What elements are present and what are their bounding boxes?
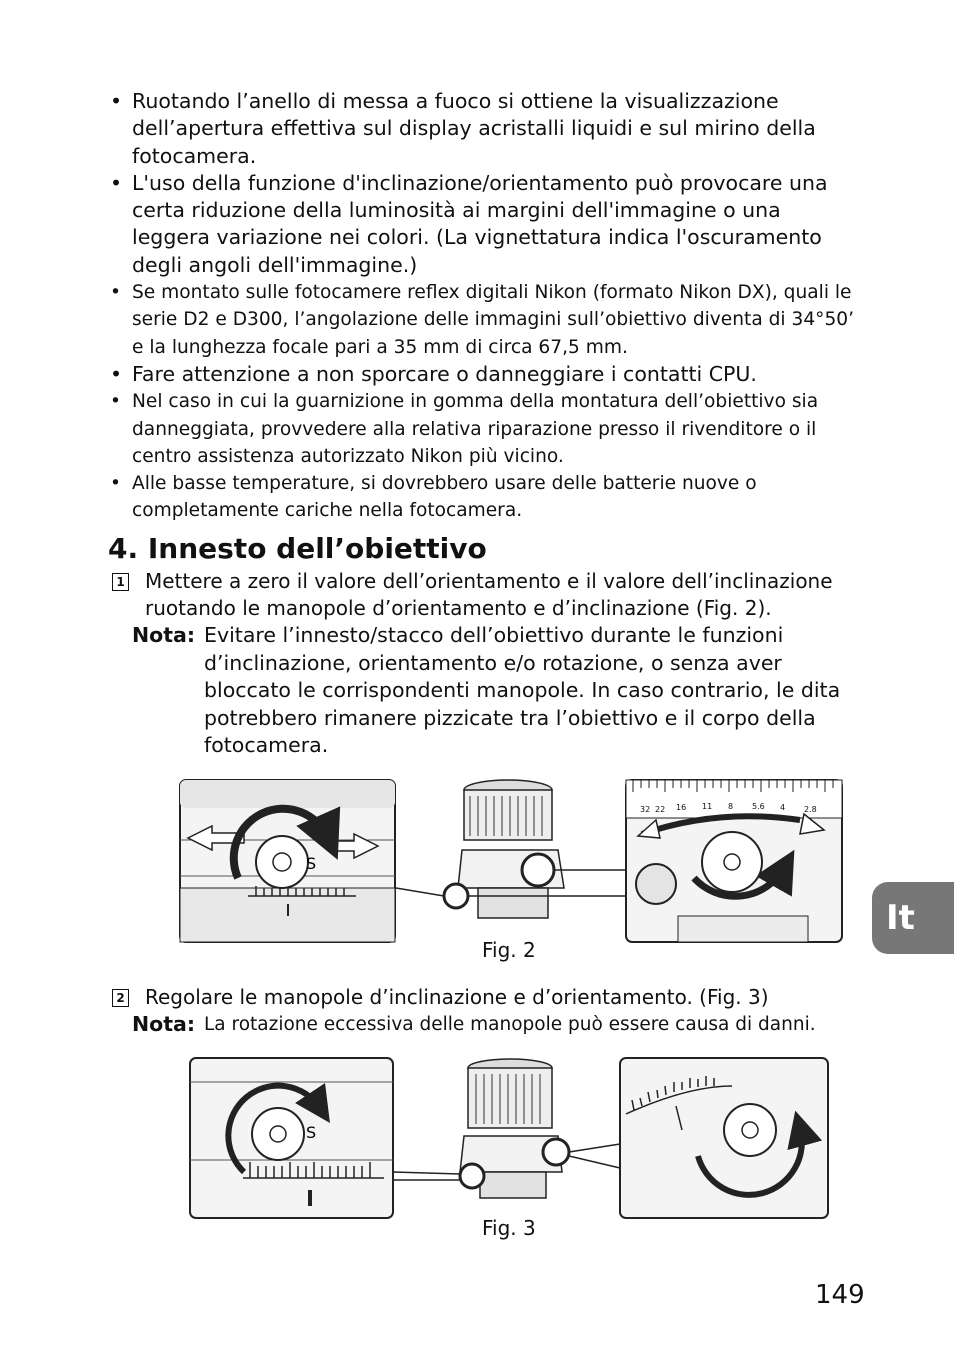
fig-2-caption: Fig. 2 xyxy=(482,938,536,962)
bullet-item: • L'uso della funzione d'inclinazione/orientamento può provocare una certa riduzione della luminosità ai margini dell'immagine o una leggera variazione nei colori. (La vignettatura indica l'oscuramento degli angoli dell'immagine.) xyxy=(108,170,858,279)
note-1 xyxy=(132,622,852,760)
bullet-item: • Ruotando l’anello di messa a fuoco si ottiene la visualizzazione dell’apertura effettiva sul display acristalli liquidi e sul mirino della fotocamera. xyxy=(108,88,858,170)
bullet-list xyxy=(108,88,858,525)
dial-letter: S xyxy=(306,1123,317,1142)
language-tab: It xyxy=(872,882,954,954)
note-label: Nota: xyxy=(132,623,196,647)
fig2-right-panel xyxy=(626,780,842,942)
fig2-left-panel xyxy=(180,780,395,942)
step-2 xyxy=(112,984,852,1011)
scale-value: 11 xyxy=(702,802,713,811)
bullet-item: • Fare attenzione a non sporcare o danneggiare i contatti CPU. xyxy=(108,361,858,388)
bullet-item: • Nel caso in cui la guarnizione in gomma della montatura dell’obiettivo sia danneggiata, provvedere alla relativa riparazione presso il rivenditore o il centro assistenza autorizzato Nikon più vicino. xyxy=(108,388,858,470)
dial-letter: S xyxy=(306,854,317,873)
step-number: 1 xyxy=(112,573,129,591)
scale-value: 8 xyxy=(728,802,734,811)
scale-value: 32 xyxy=(640,805,651,814)
bullet-item: • Se montato sulle fotocamere reflex digitali Nikon (formato Nikon DX), quali le serie D2 e D300, l’angolazione delle immagini sull’obiettivo diventa di 34°50’ e la lunghezza focale pari a 35 mm di circa 67,5 mm. xyxy=(108,279,858,361)
step-number: 2 xyxy=(112,989,129,1007)
fig2-lens xyxy=(396,780,628,918)
scale-value: 4 xyxy=(780,803,786,812)
scale-value: 22 xyxy=(655,805,666,814)
note-text: La rotazione eccessiva delle manopole può essere causa di danni. xyxy=(204,1014,816,1035)
section-title: 4. Innesto dell’obiettivo xyxy=(108,532,487,565)
fig-3-caption: Fig. 3 xyxy=(482,1216,536,1240)
scale-value: 5.6 xyxy=(752,802,765,811)
page-number: 149 xyxy=(815,1280,865,1310)
fig3-lens xyxy=(393,1059,620,1198)
note-text: Evitare l’innesto/stacco dell’obiettivo durante le funzioni d’inclinazione, orientamento e/o rotazione, o senza aver bloccato le corrispondenti manopole. In caso contrario, le dita potrebbero rimanere pizzicate tra l’obiettivo e il corpo della fotocamera. xyxy=(204,623,841,757)
fig-3-illustration xyxy=(188,1056,830,1222)
step-text xyxy=(112,984,852,1011)
fig3-left-panel xyxy=(190,1058,393,1218)
step-text xyxy=(112,568,852,622)
fig-2-illustration xyxy=(178,778,844,946)
figure-reference: Fig. 2 xyxy=(703,596,758,620)
fig3-right-panel xyxy=(620,1058,828,1218)
step-text-b: ) xyxy=(760,985,769,1009)
bullet-item: • Alle basse temperature, si dovrebbero usare delle batterie nuove o completamente cariche nella fotocamera. xyxy=(108,470,858,525)
scale-value: 2.8 xyxy=(804,805,817,814)
scale-value: 16 xyxy=(676,803,687,812)
step-1 xyxy=(112,568,852,622)
step-text-a: Mettere a zero il valore dell’orientamento e il valore dell’inclinazione ruotando le manopole d’orientamento e d’inclinazione ( xyxy=(145,569,833,620)
step-text-a: Regolare le manopole d’inclinazione e d’orientamento. ( xyxy=(145,985,707,1009)
figure-reference: Fig. 3 xyxy=(706,985,761,1009)
note-label: Nota: xyxy=(132,1012,196,1036)
step-text-b: ). xyxy=(757,596,772,620)
note-2 xyxy=(132,1011,852,1039)
